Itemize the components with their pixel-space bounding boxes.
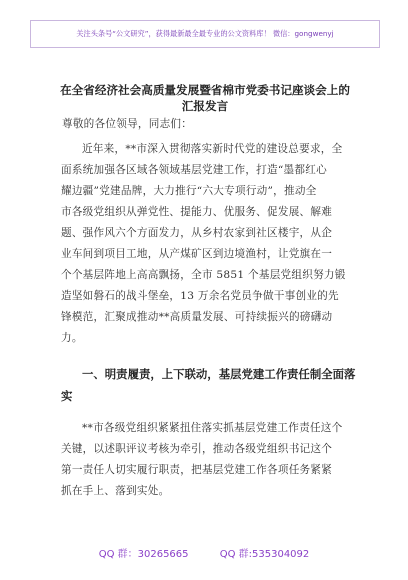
- paragraph-2-line: 抓在手上、落到实处。: [61, 485, 170, 497]
- paragraph-1-line: 市各级党组织从弹党性、提能力、优服务、促发展、解难: [61, 206, 333, 218]
- paragraph-2-line: **市各级党组织紧紧扭住落实抓基层党建工作责任这个: [82, 422, 343, 434]
- top-promo-banner: 关注头条号“公文研究”，获得最新最全最专业的公文资料库！ 微信：gongwenyj: [30, 20, 380, 48]
- document-title-line-1: 在全省经济社会高质量发展暨省棉市党委书记座谈会上的: [60, 83, 350, 97]
- paragraph-1-line: 业车间到项目工地，从产煤矿区到边境渔村，让党旗在一: [61, 248, 333, 260]
- section-1-heading-line-2: 实: [61, 389, 73, 403]
- qq-group-2: QQ 群:535304092: [219, 549, 310, 560]
- qq-group-1: QQ 群：30265665: [98, 549, 189, 560]
- paragraph-1-line: 题、强作风六个方面发力，从乡村农家到社区楼宇，从企: [61, 227, 333, 239]
- paragraph-1-line: 面系统加强各区域各领域基层党建工作，打造“墨都红心: [61, 164, 327, 176]
- document-title-line-2: 汇报发言: [181, 99, 229, 113]
- paragraph-2-line: 第一责任人切实履行职责，把基层党建工作各项任务紧紧: [61, 464, 333, 476]
- paragraph-1-line: 个个基层阵地上高高飘扬，全市 5851 个基层党组织努力锻: [61, 269, 346, 281]
- paragraph-1-line: 力。: [61, 332, 83, 344]
- paragraph-2-line: 关键，以述职评议考核为牵引，推动各级党组织书记这个: [61, 443, 333, 455]
- paragraph-1-line: 近年来，**市深入贯彻落实新时代党的建设总要求，全: [82, 143, 343, 155]
- section-1-heading-line-1: 一、明责履责，上下联动，基层党建工作责任制全面落: [82, 367, 356, 381]
- bottom-promo-banner: [0, 545, 408, 560]
- paragraph-1-line: 锋模范，汇聚成推动**高质量发展、可持续振兴的磅礴动: [61, 311, 333, 323]
- paragraph-1-line: 造坚如磐石的战斗堡垒，13 万余名党员争做干事创业的先: [61, 290, 339, 302]
- paragraph-1-line: 耀边疆”党建品牌，大力推行“六大专项行动”，推动全: [61, 185, 317, 197]
- salutation: 尊敬的各位领导，同志们：: [62, 118, 193, 130]
